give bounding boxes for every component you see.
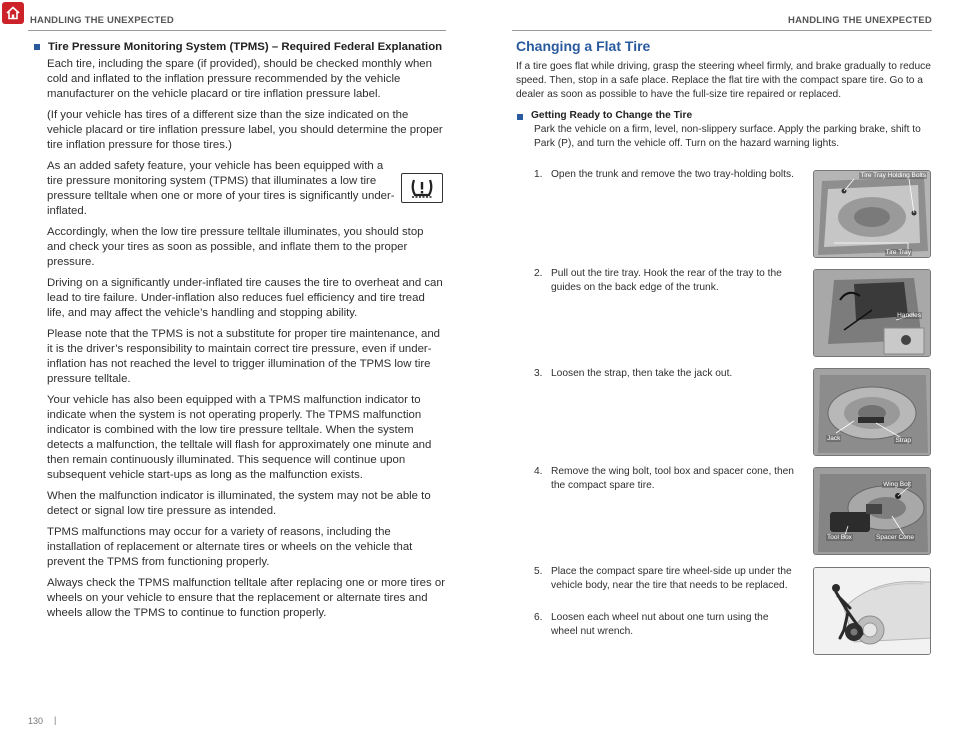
left-paragraph: Accordingly, when the low tire pressure telltale illuminates, you should stop and check your tires as soon as possible, and inflate them to the proper pressure. [47, 226, 424, 268]
header-rule-left [28, 30, 446, 31]
page-title: Changing a Flat Tire [516, 38, 651, 54]
step-text: Remove the wing bolt, tool box and spacer cone, then the compact spare tire. [551, 466, 794, 491]
page-separator: | [54, 715, 57, 725]
step-text: Pull out the tire tray. Hook the rear of the tray to the guides on the back edge of the trunk. [551, 268, 782, 293]
bullet-square-icon [517, 114, 523, 120]
left-paragraph: (If your vehicle has tires of a different size than the size indicated on the vehicle placard or tire inflation pressure label, you should determine the proper tire inflation pressure for those tires.) [47, 109, 443, 151]
right-page-content [516, 38, 932, 161]
tpms-feature-row [47, 159, 445, 219]
label-handles: Handles [897, 312, 921, 319]
tpms-heading-text: Tire Pressure Monitoring System (TPMS) – Required Federal Explanation [48, 41, 443, 53]
label-jack: Jack [827, 435, 841, 442]
step-number: 4. [534, 466, 543, 477]
step-text: Open the trunk and remove the two tray-holding bolts. [551, 169, 794, 180]
step-item [534, 611, 794, 639]
home-icon[interactable] [2, 2, 24, 24]
step-text: Loosen each wheel nut about one turn using the wheel nut wrench. [551, 612, 769, 637]
step-item [534, 168, 794, 182]
left-paragraph: Driving on a significantly under-inflated tire causes the tire to overheat and can lead to tire failure. Under-inflation also reduces fuel efficiency and tire tread life, and may affect the vehicle’s handling and stopping ability. [47, 277, 443, 319]
figure-handles [813, 269, 931, 357]
tpms-feature-paragraph: As an added safety feature, your vehicle has been equipped with a tire pressure monitoring system (TPMS) that illuminates a low tire pressure telltale when one or more of your tires is significantly under-inflated. [47, 160, 395, 217]
bullet-square-icon [34, 44, 40, 50]
figure-wing-bolt [813, 467, 931, 555]
getting-ready-text: Park the vehicle on a firm, level, non-slippery surface. Apply the parking brake, shift to Park (P), and turn the vehicle off. Turn on the hazard warning lights. [534, 124, 921, 149]
tpms-telltale-icon [401, 173, 443, 203]
getting-ready-heading-text: Getting Ready to Change the Tire [531, 110, 693, 121]
step-item [534, 565, 794, 593]
step-item [534, 367, 794, 381]
label-tool-box: Tool Box [827, 534, 852, 541]
header-left-title: HANDLING THE UNEXPECTED [30, 15, 174, 26]
step-number: 1. [534, 169, 543, 180]
house-glyph [5, 5, 21, 21]
getting-ready-heading [516, 110, 932, 121]
header-rule-right [512, 30, 932, 31]
label-strap: Strap [895, 437, 911, 444]
tpms-section-heading [33, 40, 445, 55]
step-number: 2. [534, 268, 543, 279]
step-number: 6. [534, 612, 543, 623]
label-wing-bolt: Wing Bolt [883, 481, 911, 488]
page-number: 130 [28, 716, 44, 726]
left-paragraph: Each tire, including the spare (if provided), should be checked monthly when cold and inflated to the inflation pressure recommended by the vehicle manufacturer on the vehicle placard or tire inflation pressure label. [47, 58, 432, 100]
left-paragraph: Please note that the TPMS is not a substitute for proper tire maintenance, and it is the driver’s responsibility to maintain correct tire pressure, even if under-inflation has not reached the level to trigger illumination of the TPMS low tire pressure telltale. [47, 328, 440, 385]
figure-loosen-nuts [813, 567, 931, 655]
intro-paragraph: If a tire goes flat while driving, grasp the steering wheel firmly, and brake gradually to reduce speed. Then, stop in a safe place. Replace the flat tire with the compact spare tire. Go to a dealer as soon as possible to have the full-size tire repaired or replaced. [516, 61, 931, 100]
step-number: 5. [534, 566, 543, 577]
step-number: 3. [534, 368, 543, 379]
label-tire-tray: Tire Tray [885, 249, 911, 256]
step-item [534, 267, 794, 295]
left-paragraph: TPMS malfunctions may occur for a variety of reasons, including the installation of replacement or alternate tires or wheels on the vehicle that prevent the TPMS from functioning properly. [47, 526, 413, 568]
left-paragraph: Your vehicle has also been equipped with a TPMS malfunction indicator to indicate when the system is not operating properly. The TPMS malfunction indicator is combined with the low tire pressure telltale. When the system detects a malfunction, the telltale will flash for approximately one minute and then remain continuously illuminated. This sequence will continue upon subsequent vehicle start-ups as long as the malfunction exists. [47, 394, 432, 481]
left-paragraph: Always check the TPMS malfunction telltale after replacing one or more tires or wheels on your vehicle to ensure that the replacement or alternate tires and wheels allow the TPMS to continue to function properly. [47, 577, 446, 619]
header-right-title: HANDLING THE UNEXPECTED [788, 15, 932, 26]
step-item [534, 465, 794, 493]
step-text: Loosen the strap, then take the jack out. [551, 368, 733, 379]
label-spacer-cone: Spacer Cone [876, 534, 914, 541]
figure-jack-strap [813, 368, 931, 456]
step-text: Place the compact spare tire wheel-side up under the vehicle body, near the tire that needs to be replaced. [551, 566, 792, 591]
left-paragraph: When the malfunction indicator is illuminated, the system may not be able to detect or signal low tire pressure as intended. [47, 490, 431, 517]
left-page-content [33, 40, 445, 627]
figure-tray-bolts [813, 170, 931, 258]
label-tray-bolts: Tire Tray Holding Bolts [860, 172, 926, 179]
